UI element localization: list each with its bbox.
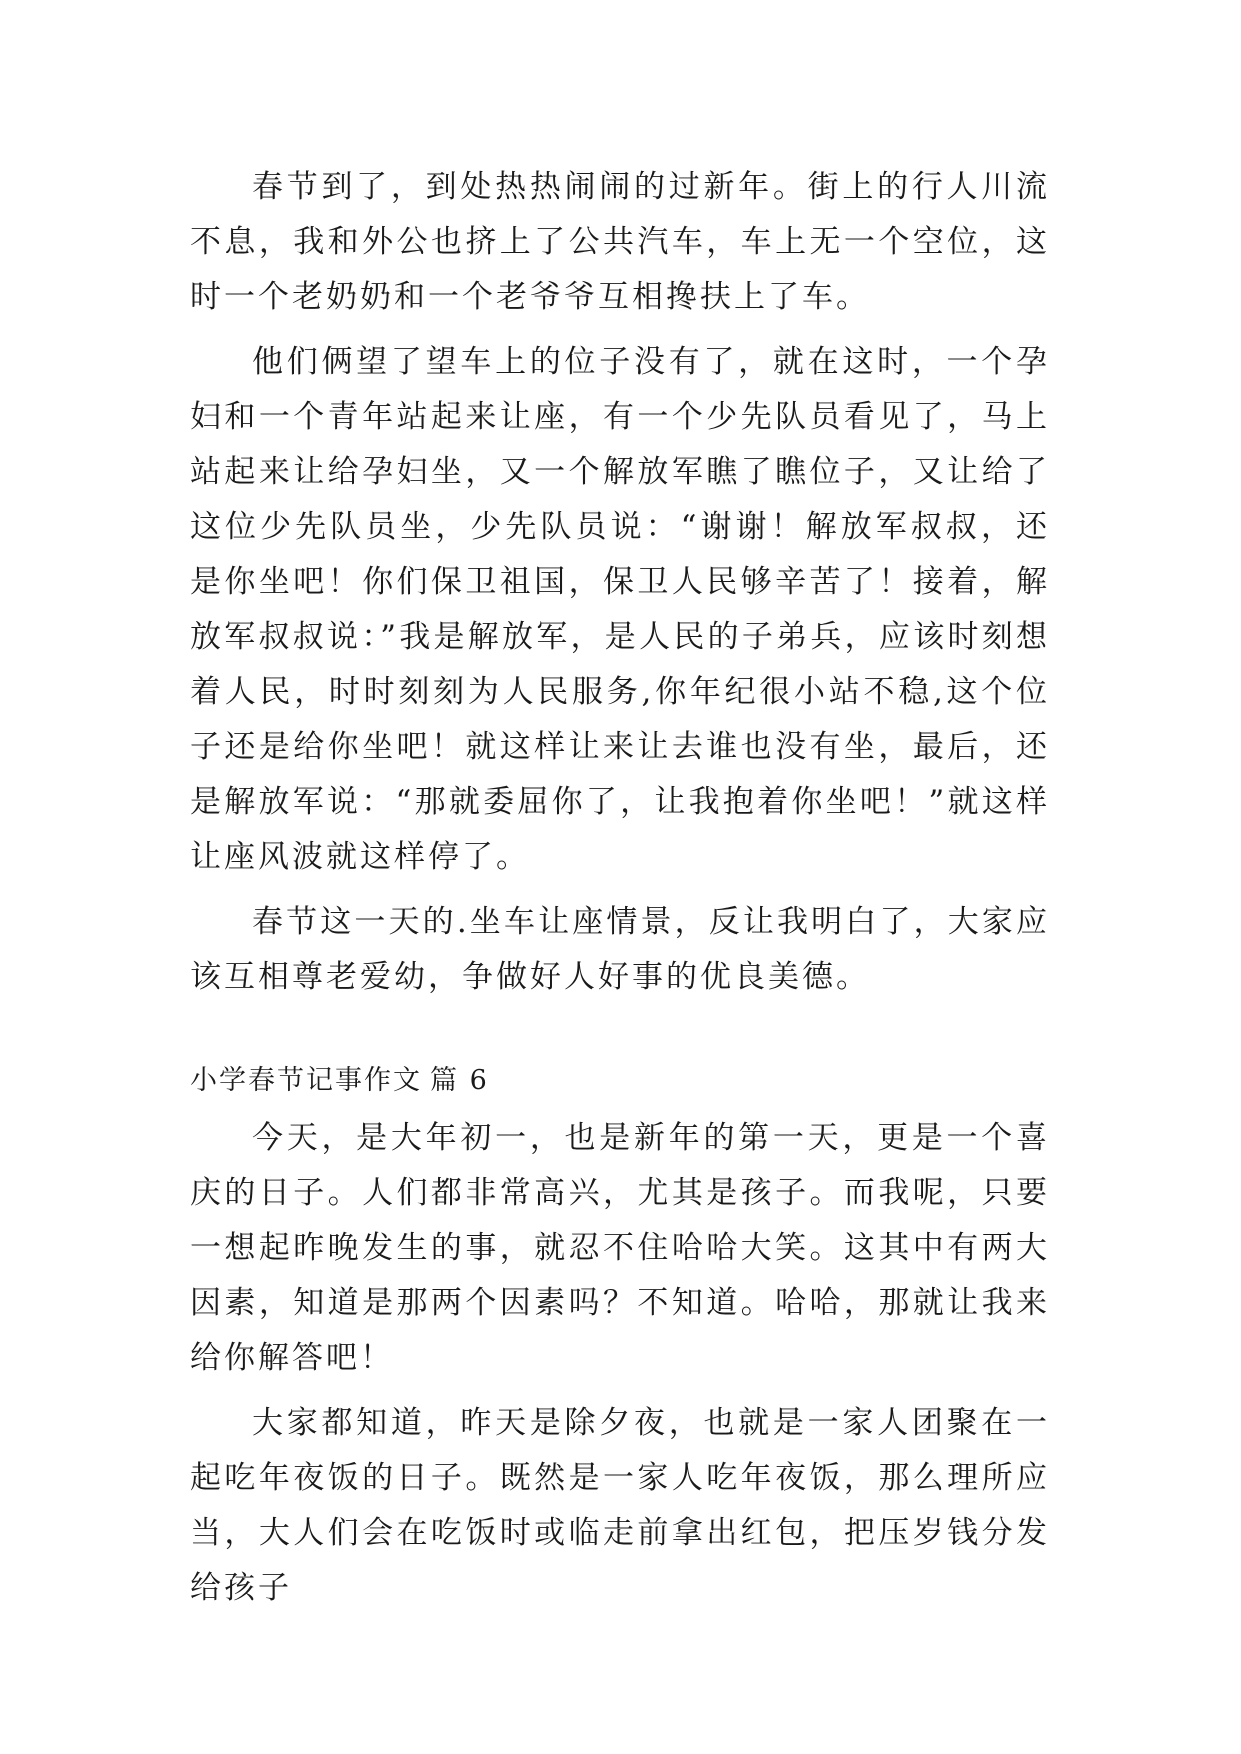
section-title: 小学春节记事作文 xyxy=(190,1065,422,1096)
paragraph-2: 他们俩望了望车上的位子没有了，就在这时，一个孕妇和一个青年站起来让座，有一个少先队员看见了，马上站起来让给孕妇坐，又一个解放军瞧了瞧位子，又让给了这位少先队员坐，少先队员说：“谢谢！解放军叔叔，还是你坐吧！你们保卫祖国，保卫人民够辛苦了！接着，解放军叔叔说：”我是解放军，是人民的子弟兵，应该时刻想着人民，时时刻刻为人民服务,你年纪很小站不稳,这个位子还是给你坐吧！就这样让来让去谁也没有坐，最后，还是解放军说：“那就委屈你了，让我抱着你坐吧！”就这样让座风波就这样停了。 xyxy=(190,344,1050,875)
document-body xyxy=(190,160,1050,1626)
paragraph-3: 春节这一天的.坐车让座情景，反让我明白了，大家应该互相尊老爱幼，争做好人好事的优良美德。 xyxy=(190,904,1050,995)
section-heading xyxy=(190,1059,1050,1103)
section-number: 篇 6 xyxy=(430,1065,489,1096)
paragraph-5: 大家都知道，昨天是除夕夜，也就是一家人团聚在一起吃年夜饭的日子。既然是一家人吃年夜饭，那么理所应当，大人们会在吃饭时或临走前拿出红包，把压岁钱分发给孩子 xyxy=(190,1405,1050,1606)
paragraph-1: 春节到了，到处热热闹闹的过新年。街上的行人川流不息，我和外公也挤上了公共汽车，车上无一个空位，这时一个老奶奶和一个老爷爷互相搀扶上了车。 xyxy=(190,169,1050,315)
paragraph-4: 今天，是大年初一，也是新年的第一天，更是一个喜庆的日子。人们都非常高兴，尤其是孩子。而我呢，只要一想起昨晚发生的事，就忍不住哈哈大笑。这其中有两大因素，知道是那两个因素吗？不知道。哈哈，那就让我来给你解答吧！ xyxy=(190,1120,1050,1376)
